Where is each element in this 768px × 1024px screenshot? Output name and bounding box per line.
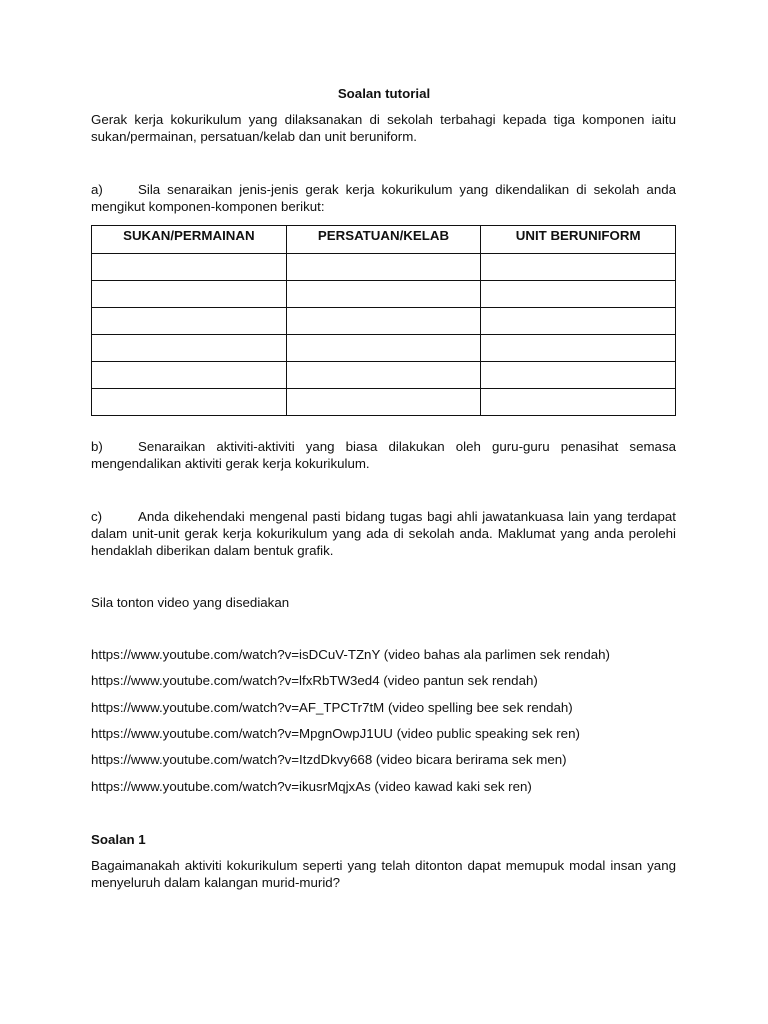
table-cell[interactable] [92, 308, 287, 335]
video-link-4[interactable]: https://www.youtube.com/watch?v=MpgnOwpJ1UU (video public speaking sek ren) [91, 726, 580, 741]
table-cell[interactable] [286, 389, 481, 416]
table-cell[interactable] [286, 308, 481, 335]
header-persatuan: PERSATUAN/KELAB [286, 226, 481, 254]
table-cell[interactable] [92, 335, 287, 362]
soalan1-heading: Soalan 1 [91, 832, 146, 847]
question-c-letter: c) [91, 509, 103, 524]
table-row [92, 254, 676, 281]
question-a [91, 181, 676, 215]
table-cell[interactable] [92, 362, 287, 389]
table-row [92, 281, 676, 308]
table-cell[interactable] [286, 335, 481, 362]
video-link-2[interactable]: https://www.youtube.com/watch?v=lfxRbTW3ed4 (video pantun sek rendah) [91, 673, 538, 688]
table-cell[interactable] [481, 308, 676, 335]
table-cell[interactable] [92, 254, 287, 281]
table-cell[interactable] [481, 254, 676, 281]
table-cell[interactable] [481, 389, 676, 416]
table-cell[interactable] [481, 281, 676, 308]
question-c-text: Anda dikehendaki mengenal pasti bidang tugas bagi ahli jawatankuasa lain yang terdapat dalam unit-unit gerak kerja kokurikulum yang ada di sekolah anda. Maklumat yang anda perolehi hendaklah diberikan dalam bentuk grafik. [91, 509, 676, 558]
question-b-letter: b) [91, 439, 103, 454]
video-prompt: Sila tonton video yang disediakan [91, 595, 290, 610]
table-body [92, 254, 676, 416]
video-link-1[interactable]: https://www.youtube.com/watch?v=isDCuV-TZnY (video bahas ala parlimen sek rendah) [91, 647, 610, 662]
video-link-3[interactable]: https://www.youtube.com/watch?v=AF_TPCTr7tM (video spelling bee sek rendah) [91, 700, 573, 715]
document-title: Soalan tutorial [337, 86, 431, 101]
question-b-text: Senaraikan aktiviti-aktiviti yang biasa dilakukan oleh guru-guru penasihat semasa mengendalikan aktiviti gerak kerja kokurikulum. [91, 439, 676, 471]
soalan1-text: Bagaimanakah aktiviti kokurikulum seperti yang telah ditonton dapat memupuk modal insan yang menyeluruh dalam kalangan murid-murid? [91, 858, 676, 890]
table-cell[interactable] [286, 362, 481, 389]
question-c [91, 508, 676, 559]
table-row [92, 389, 676, 416]
table-header-row [92, 226, 676, 254]
header-unit: UNIT BERUNIFORM [481, 226, 676, 254]
video-link-6[interactable]: https://www.youtube.com/watch?v=ikusrMqjxAs (video kawad kaki sek ren) [91, 779, 532, 794]
table-cell[interactable] [92, 281, 287, 308]
table-row [92, 335, 676, 362]
question-b [91, 438, 676, 472]
header-sukan: SUKAN/PERMAINAN [92, 226, 287, 254]
question-a-text: Sila senaraikan jenis-jenis gerak kerja kokurikulum yang dikendalikan di sekolah anda mengikut komponen-komponen berikut: [91, 182, 676, 214]
table-cell[interactable] [286, 281, 481, 308]
table-cell[interactable] [286, 254, 481, 281]
video-link-5[interactable]: https://www.youtube.com/watch?v=ItzdDkvy668 (video bicara berirama sek men) [91, 752, 567, 767]
table-cell[interactable] [481, 362, 676, 389]
table-row [92, 362, 676, 389]
intro-paragraph: Gerak kerja kokurikulum yang dilaksanakan di sekolah terbahagi kepada tiga komponen iaitu sukan/permainan, persatuan/kelab dan unit beruniform. [91, 112, 676, 144]
table-cell[interactable] [92, 389, 287, 416]
table-cell[interactable] [481, 335, 676, 362]
table-row [92, 308, 676, 335]
question-a-letter: a) [91, 182, 103, 197]
components-table [91, 225, 676, 416]
